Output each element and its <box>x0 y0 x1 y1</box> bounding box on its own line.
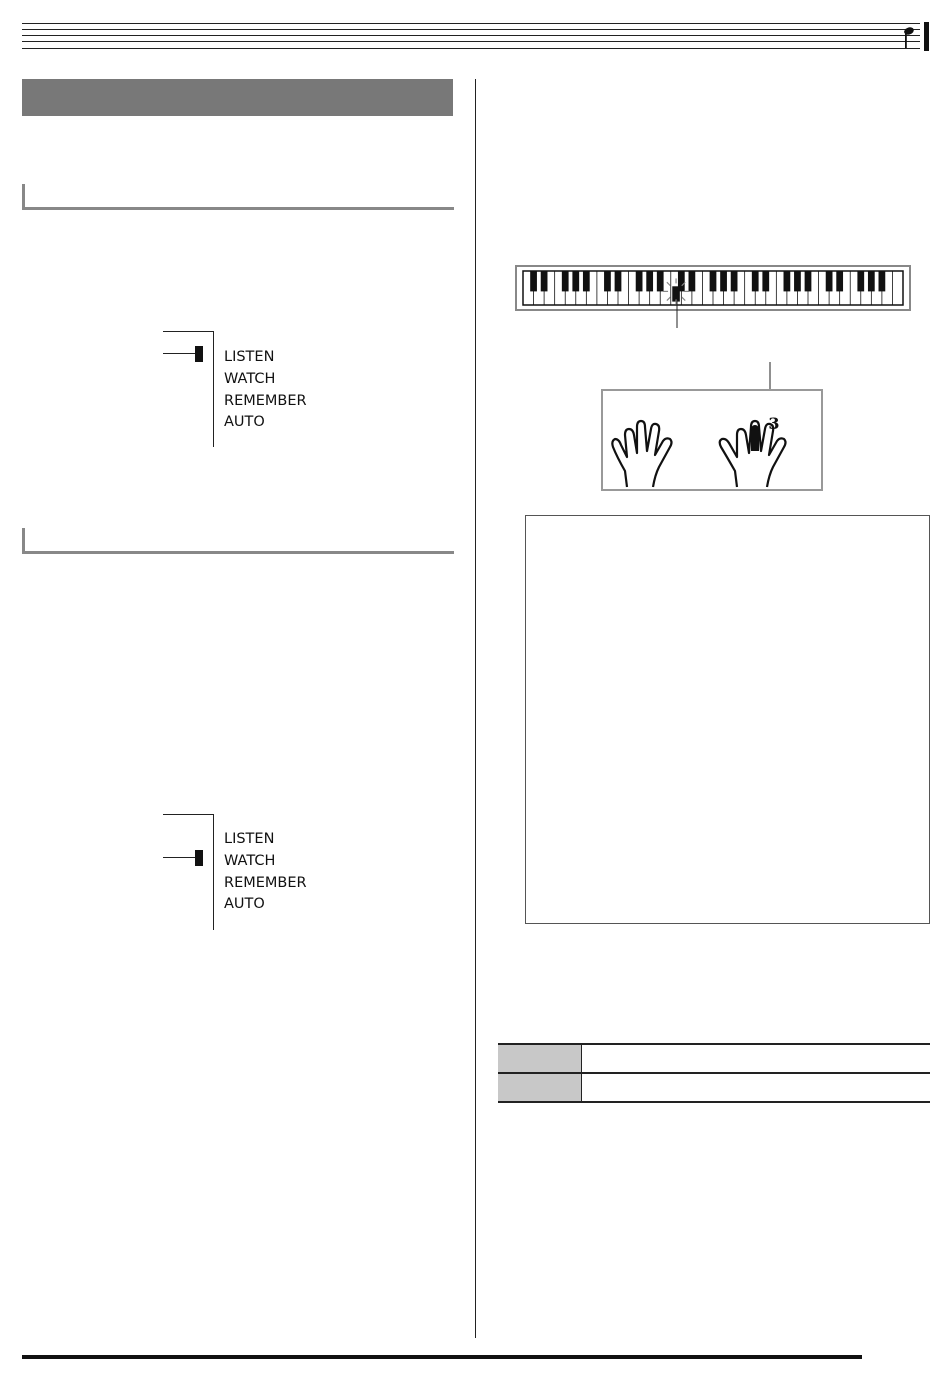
staff-line <box>22 48 920 49</box>
indicator-tick <box>163 331 213 332</box>
subsection-bracket <box>22 184 454 210</box>
section-heading-bar <box>22 79 453 116</box>
black-key <box>731 271 738 291</box>
finger-callout-line <box>765 362 775 392</box>
mode-remember: REMEMBER <box>224 392 307 409</box>
indicator-marker <box>195 850 203 866</box>
black-key <box>615 271 622 291</box>
table-row <box>498 1044 930 1073</box>
black-key <box>646 271 653 291</box>
black-key <box>879 271 886 291</box>
table-cell <box>582 1073 931 1102</box>
music-note-icon <box>900 25 916 49</box>
staff-line <box>22 41 920 42</box>
keyboard-keys <box>517 267 909 309</box>
black-key <box>752 271 759 291</box>
black-key <box>710 271 717 291</box>
staff-line <box>22 35 920 36</box>
indicator-line <box>213 814 214 930</box>
keyboard-illustration <box>515 265 911 311</box>
black-key <box>530 271 537 291</box>
black-key <box>562 271 569 291</box>
indicator-line <box>213 331 214 447</box>
black-key <box>805 271 812 291</box>
settings-table <box>498 1043 930 1103</box>
black-key <box>541 271 548 291</box>
black-key <box>784 271 791 291</box>
mode-auto: AUTO <box>224 896 265 913</box>
table-header-cell <box>498 1044 582 1073</box>
column-divider <box>475 79 476 1338</box>
black-key <box>836 271 843 291</box>
mode-watch: WATCH <box>224 370 276 387</box>
table-cell <box>582 1044 931 1073</box>
black-key <box>794 271 801 291</box>
mode-watch: WATCH <box>224 852 276 869</box>
subsection-bracket <box>22 528 454 554</box>
black-key <box>826 271 833 291</box>
black-key <box>657 271 664 291</box>
black-key <box>636 271 643 291</box>
indicator-tick <box>163 814 213 815</box>
mode-list <box>224 347 307 434</box>
note-box <box>525 515 930 924</box>
table-header-cell <box>498 1073 582 1102</box>
black-key <box>762 271 769 291</box>
mode-listen: LISTEN <box>224 831 275 847</box>
hands-illustration <box>601 389 823 491</box>
mode-remember: REMEMBER <box>224 874 307 891</box>
black-key <box>583 271 590 291</box>
mode-listen: LISTEN <box>224 349 275 365</box>
finger-number: 3 <box>768 414 780 433</box>
black-key <box>868 271 875 291</box>
black-key <box>572 271 579 291</box>
indicator-pointer-line <box>163 857 195 858</box>
indicator-pointer-line <box>163 353 195 354</box>
staff-line <box>22 29 920 30</box>
black-key <box>720 271 727 291</box>
staff-end-bar <box>924 22 929 51</box>
indicator-marker <box>195 346 203 362</box>
black-key <box>604 271 611 291</box>
table-row <box>498 1073 930 1102</box>
hands-drawing <box>603 391 821 489</box>
mode-list <box>224 829 307 916</box>
footer-rule <box>22 1355 862 1359</box>
staff-line <box>22 23 920 24</box>
key-callout-line <box>672 300 682 330</box>
black-key <box>857 271 864 291</box>
black-key <box>689 271 696 291</box>
mode-auto: AUTO <box>224 414 265 431</box>
